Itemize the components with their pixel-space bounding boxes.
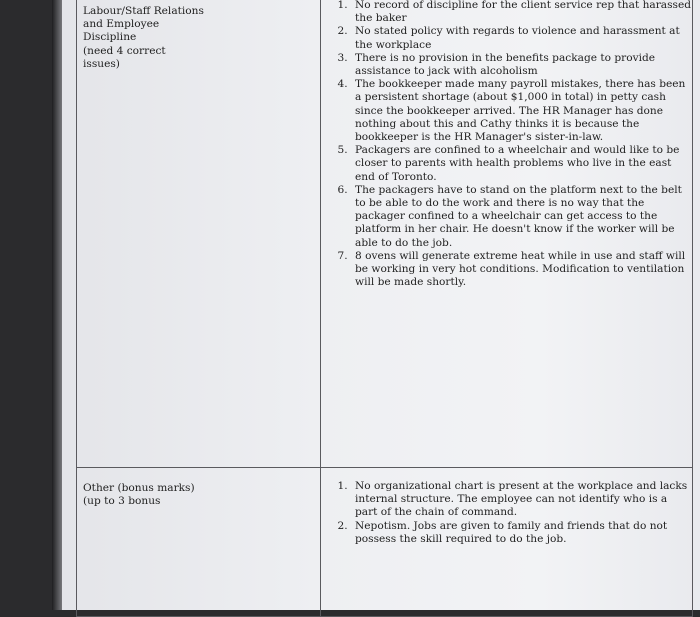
row-label-cell bbox=[77, 468, 321, 617]
issues-list-labour-relations bbox=[321, 0, 692, 289]
issue-item: 6. The packagers have to stand on the platform next to the belt to be able to do the work and there is no way that the packager confined to a wheelchair can get access to the platform in her chair. He doesn't know if the worker will be able to do the job. bbox=[351, 184, 692, 250]
issue-item: 1. No record of discipline for the client service rep that harassed the baker bbox=[351, 0, 692, 25]
issue-item: 3. There is no provision in the benefits package to provide assistance to jack with alcoholism bbox=[351, 52, 692, 78]
issue-item: 4. The bookkeeper made many payroll mistakes, there has been a persistent shortage (about $1,000 in total) in petty cash since the bookkeeper arrived. The HR Manager has done nothing about this and Cathy thinks it is because the bookkeeper is the HR Manager's sister-in-law. bbox=[351, 78, 692, 144]
issue-item: 7. 8 ovens will generate extreme heat while in use and staff will be working in very hot conditions. Modification to ventilation will be made shortly. bbox=[351, 250, 692, 290]
issue-item: 2. Nepotism. Jobs are given to family and friends that do not possess the skill required to do the job. bbox=[351, 520, 692, 546]
evaluation-table bbox=[76, 0, 693, 617]
table-row-other-bonus bbox=[77, 468, 693, 617]
issues-cell bbox=[321, 468, 693, 617]
issue-item: 1. No organizational chart is present at the workplace and lacks internal structure. The employee can not identify who is a part of the chain of command. bbox=[351, 480, 692, 520]
table-row-labour-relations bbox=[77, 0, 693, 468]
issue-item: 2. No stated policy with regards to violence and harassment at the workplace bbox=[351, 25, 692, 51]
issue-item: 5. Packagers are confined to a wheelchair and would like to be closer to parents with health problems who live in the east end of Toronto. bbox=[351, 144, 692, 184]
row-label-other-bonus: Other (bonus marks) (up to 3 bonus bbox=[83, 482, 195, 508]
issues-list-other-bonus bbox=[321, 480, 692, 546]
row-label-cell bbox=[77, 0, 321, 468]
issues-cell bbox=[321, 0, 693, 468]
row-label-labour-relations: Labour/Staff Relations and Employee Discipline (need 4 correct issues) bbox=[83, 5, 204, 70]
